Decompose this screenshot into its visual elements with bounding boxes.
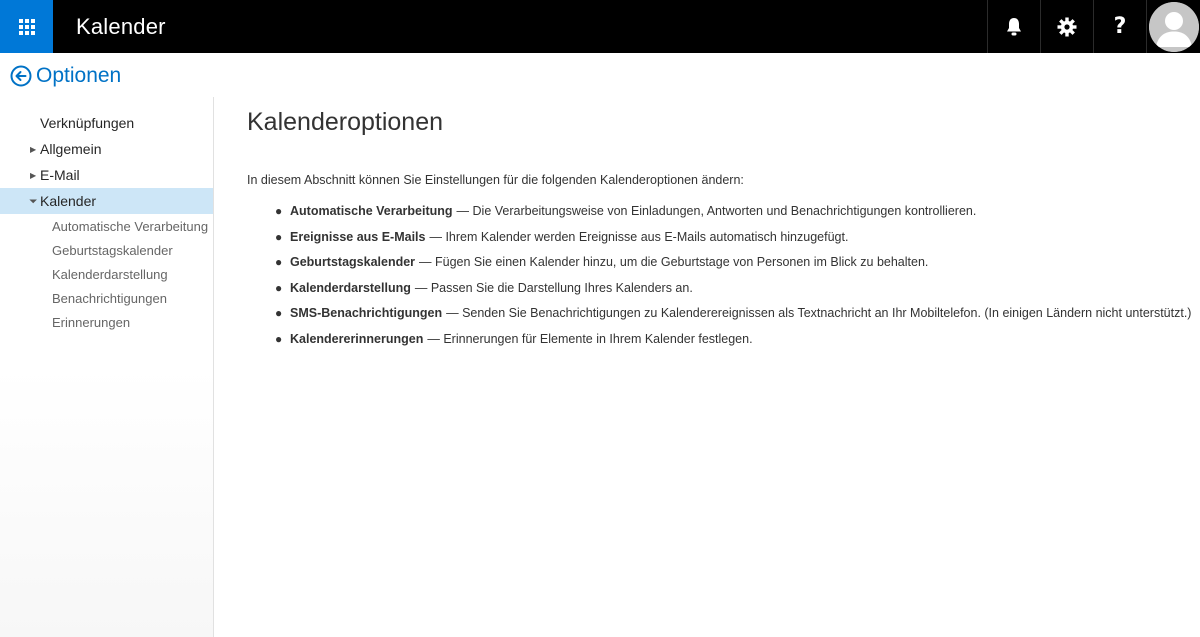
caret-right-icon: ▶ [30, 170, 37, 180]
sidebar-item-email[interactable] [0, 162, 213, 188]
help-button[interactable] [1093, 0, 1146, 53]
sidebar-item-label: Allgemein [40, 141, 102, 157]
bullet-icon: ● [275, 331, 283, 346]
settings-button[interactable] [1040, 0, 1093, 53]
bell-icon [1005, 17, 1023, 37]
list-item [275, 306, 1200, 332]
list-item-term: Kalenderdarstellung [290, 280, 411, 295]
caret-down-icon: ◢ [28, 195, 38, 205]
list-item-description: — Erinnerungen für Elemente in Ihrem Kalender festlegen. [427, 331, 753, 346]
bullet-icon: ● [275, 204, 283, 218]
list-item-term: Geburtstagskalender [290, 255, 416, 269]
list-item-description: — Die Verarbeitungsweise von Einladungen, Antworten und Benachrichtigungen kontrollieren. [456, 204, 977, 218]
bullet-icon: ● [275, 280, 283, 295]
sidebar-item-shortcuts[interactable] [0, 110, 213, 136]
top-bar-actions [987, 0, 1200, 53]
list-item-description: — Fügen Sie einen Kalender hinzu, um die Geburtstage von Personen im Blick zu behalten. [419, 255, 929, 269]
list-item-term: Ereignisse aus E-Mails [290, 229, 426, 244]
list-item-term: SMS-Benachrichtigungen [290, 306, 443, 320]
list-item [275, 281, 1200, 307]
sidebar-subitem-birthday-calendar[interactable]: Geburtstagskalender [52, 242, 173, 258]
list-item [275, 230, 1200, 256]
sidebar-subitem-automatic-processing[interactable]: Automatische Verarbeitung [52, 218, 209, 234]
page-title: Kalenderoptionen [247, 108, 443, 136]
account-button[interactable] [1146, 0, 1200, 53]
help-icon: ? [1113, 14, 1127, 39]
bullet-icon: ● [275, 255, 283, 269]
gear-icon [1057, 17, 1077, 37]
list-item-description: — Senden Sie Benachrichtigungen zu Kalenderereignissen als Textnachricht an Ihr Mobiltelefon. (In einigen Ländern nicht unterstützt.) [446, 306, 1192, 320]
user-avatar-icon [1149, 2, 1199, 52]
sidebar-subitem-calendar-appearance[interactable]: Kalenderdarstellung [52, 266, 168, 282]
options-sidebar [0, 97, 214, 637]
list-item-term: Kalendererinnerungen [290, 331, 424, 346]
list-item [275, 204, 1200, 230]
app-launcher-icon[interactable] [0, 0, 53, 53]
list-item [275, 332, 1200, 358]
list-item-term: Automatische Verarbeitung [290, 204, 453, 218]
sidebar-item-calendar[interactable] [0, 188, 213, 214]
caret-right-icon: ▶ [30, 144, 37, 154]
app-title: Kalender [76, 13, 166, 39]
options-list [247, 204, 1200, 357]
top-bar [0, 0, 1200, 53]
notifications-button[interactable] [987, 0, 1040, 53]
main-content [247, 108, 1200, 357]
list-item-description: — Passen Sie die Darstellung Ihres Kalenders an. [414, 280, 693, 295]
back-arrow-icon [10, 65, 32, 87]
list-item [275, 255, 1200, 281]
sidebar-subitem-notifications[interactable]: Benachrichtigungen [52, 290, 167, 306]
options-label: Optionen [36, 64, 122, 87]
options-back-link[interactable] [10, 64, 121, 88]
bullet-icon: ● [275, 306, 283, 320]
bullet-icon: ● [275, 229, 283, 244]
sidebar-item-label: Verknüpfungen [40, 115, 135, 131]
sidebar-item-label: Kalender [40, 193, 97, 209]
sidebar-subitem-reminders[interactable]: Erinnerungen [52, 314, 131, 330]
intro-text: In diesem Abschnitt können Sie Einstellungen für die folgenden Kalenderoptionen ändern: [247, 173, 744, 187]
sidebar-item-general[interactable] [0, 136, 213, 162]
list-item-description: — Ihrem Kalender werden Ereignisse aus E-Mails automatisch hinzugefügt. [429, 229, 849, 244]
sidebar-item-label: E-Mail [40, 167, 80, 183]
